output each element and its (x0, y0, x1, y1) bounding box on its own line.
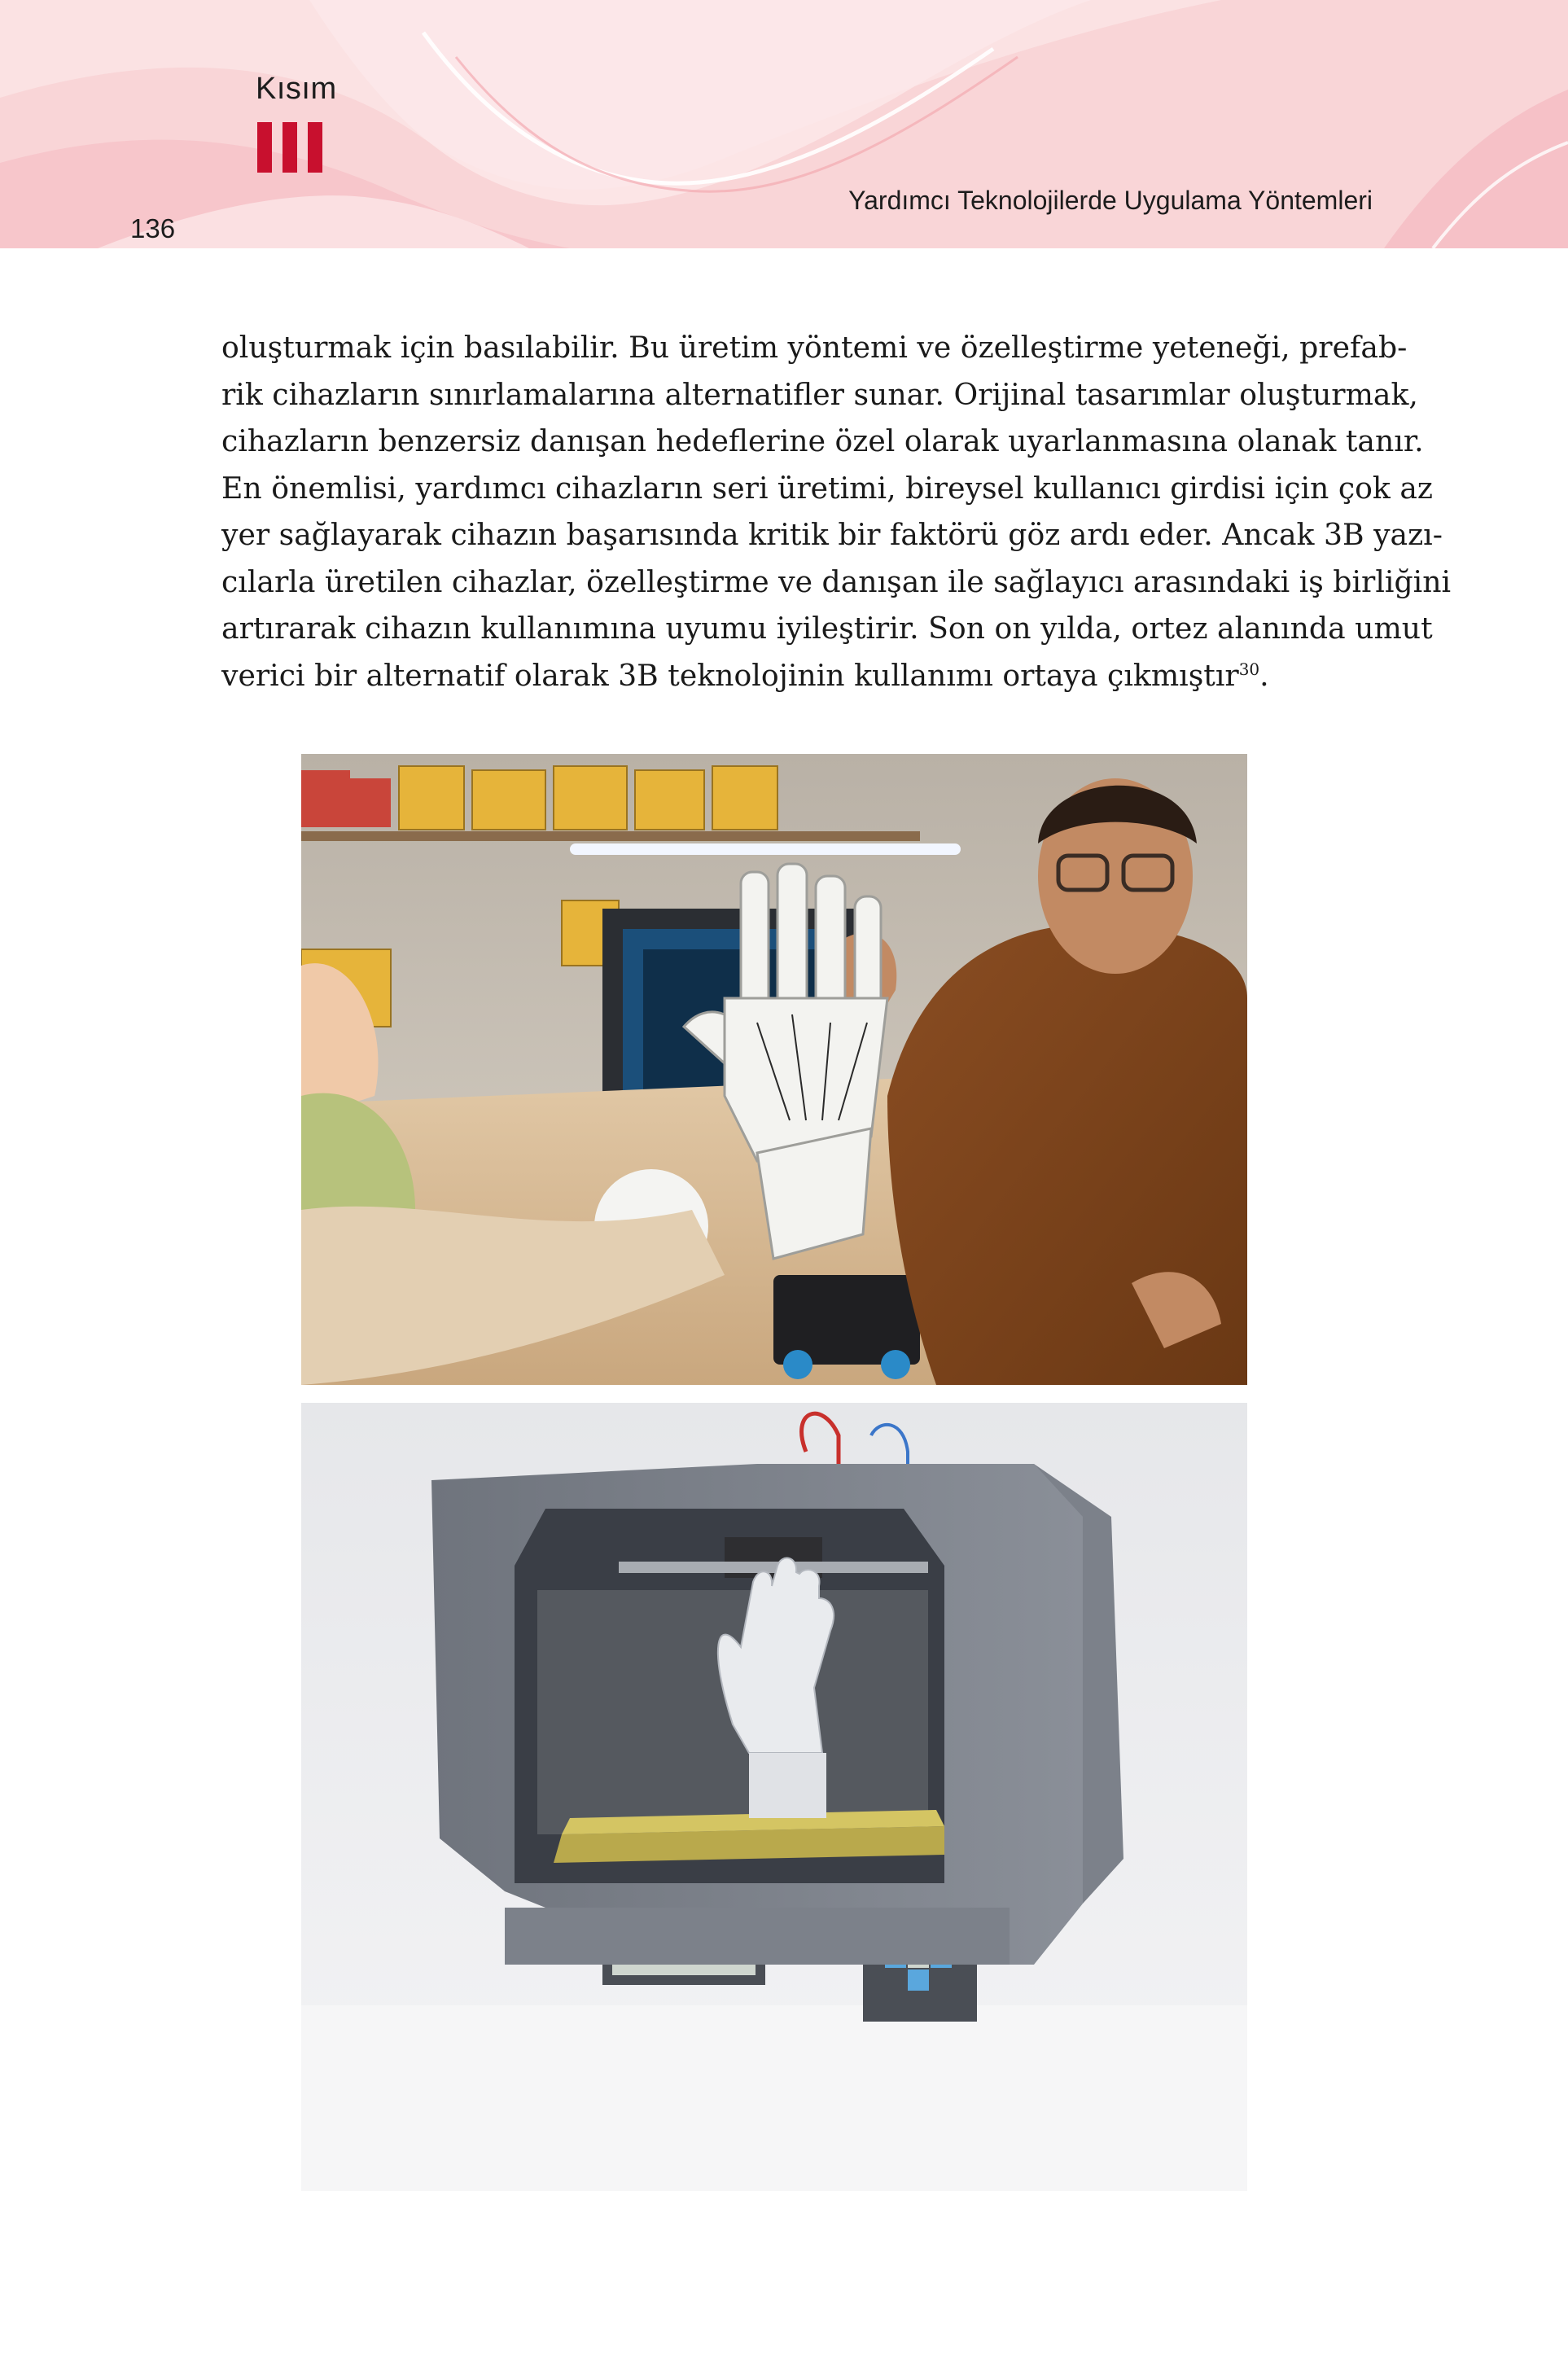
citation-superscript: 30 (1238, 659, 1260, 679)
part-label: Kısım (256, 72, 337, 106)
text-line: rik cihazların sınırlamalarına alternatifler sunar. Orijinal tasarımlar oluşturmak, (221, 376, 1418, 412)
text-line: yer sağlayarak cihazın başarısında kritik bir faktörü göz ardı eder. Ancak 3B yazı- (221, 517, 1443, 552)
end-punctuation: . (1259, 657, 1269, 693)
part-numeral (257, 122, 322, 173)
numeral-bar (257, 122, 272, 173)
text-line: En önemlisi, yardımcı cihazların seri üretimi, bireysel kullanıcı girdisi için çok az (221, 470, 1433, 506)
running-title: Yardımcı Teknolojilerde Uygulama Yöntemleri (848, 186, 1373, 215)
numeral-bar (308, 122, 322, 173)
page-header (0, 0, 1568, 248)
numeral-bar (283, 122, 297, 173)
body-paragraph (221, 324, 1452, 699)
photo-3d-printer (301, 1403, 1247, 2191)
photo-prosthetic-hand (301, 754, 1247, 1385)
last-line-text: verici bir alternatif olarak 3B teknolojinin kullanımı ortaya çıkmıştır (221, 657, 1239, 693)
text-line: oluşturmak için basılabilir. Bu üretim yöntemi ve özelleştirme yeteneği, prefab- (221, 330, 1408, 365)
page-number: 136 (130, 213, 176, 243)
text-line: artırarak cihazın kullanımına uyumu iyileştirir. Son on yılda, ortez alanında umut (221, 611, 1433, 646)
text-line: cılarla üretilen cihazlar, özelleştirme ve danışan ile sağlayıcı arasındaki iş birliğini (221, 563, 1452, 599)
text-line: cihazların benzersiz danışan hedeflerine özel olarak uyarlanmasına olanak tanır. (221, 423, 1424, 458)
text-line-last (221, 652, 1376, 699)
